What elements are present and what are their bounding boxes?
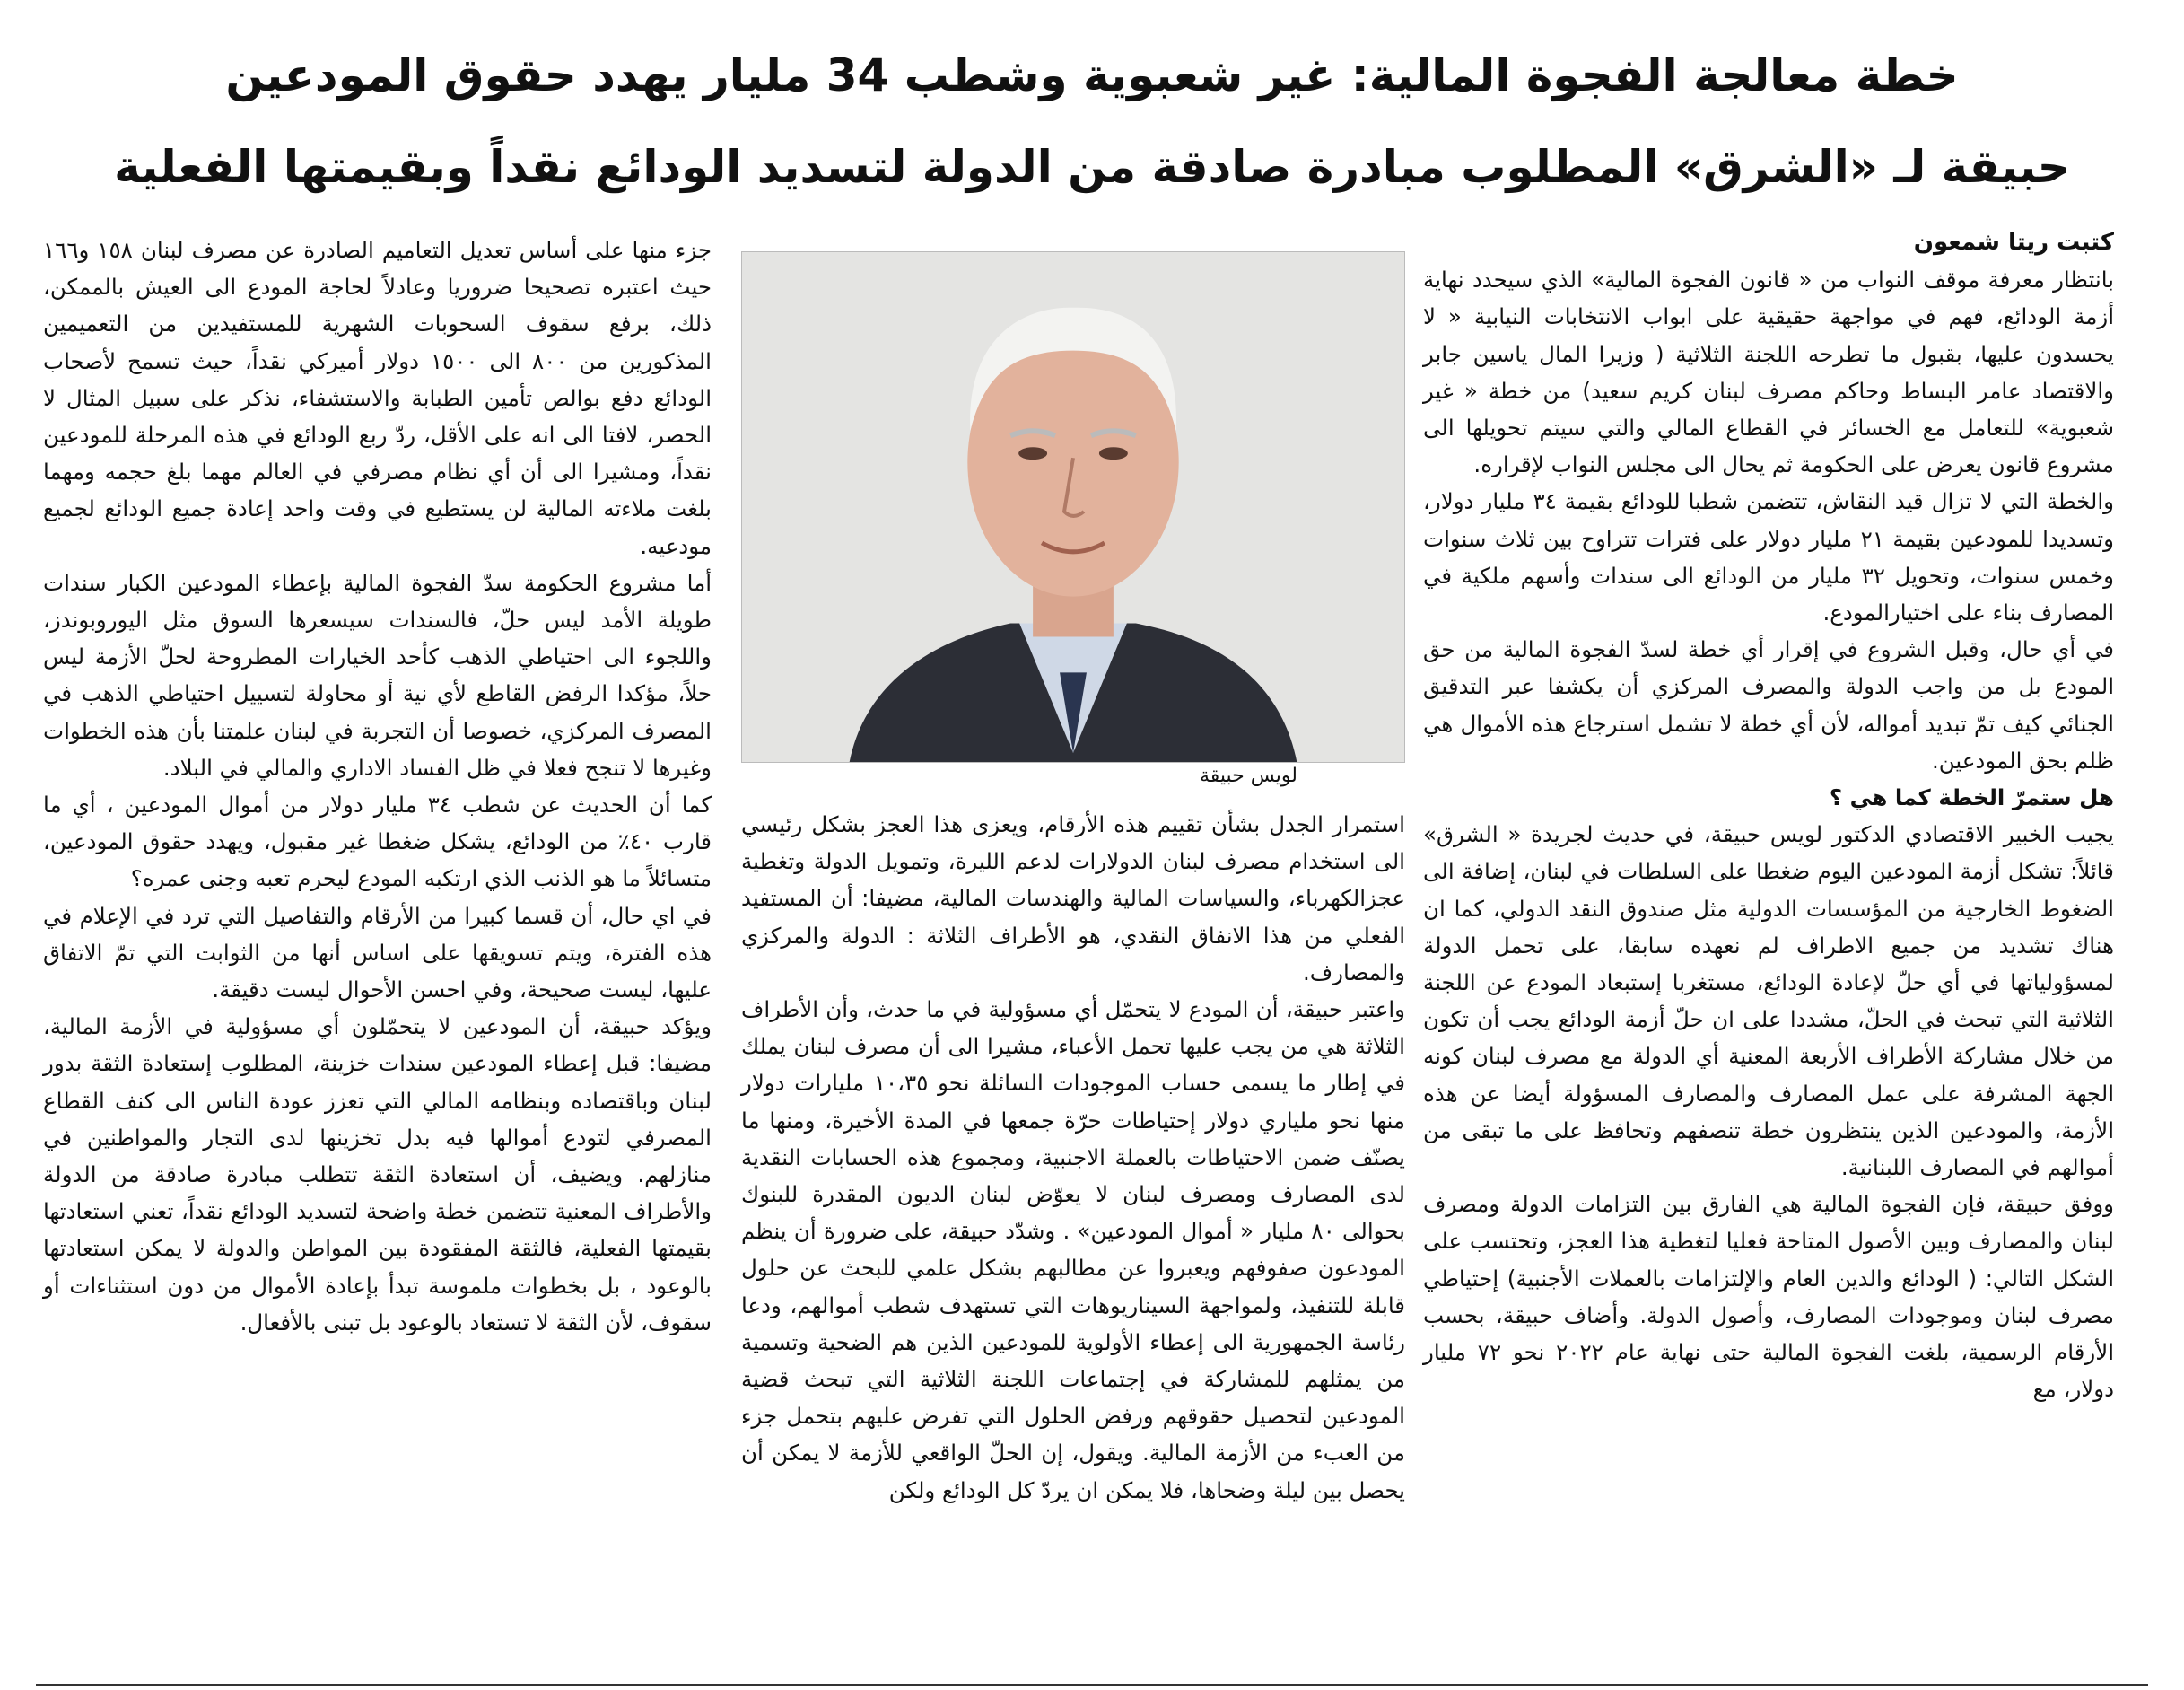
article-column-right (1423, 224, 2114, 1408)
paragraph: ووفق حبيقة، فإن الفجوة المالية هي الفارق بين التزامات الدولة ومصرف لبنان والمصارف وبين الأصول المتاحة فعليا لتغطية هذا العجز، وتحتسب على الشكل التالي: ( الودائع والدين العام والإلتزامات بالعملات الأجنبية) إحتياطي مصرف لبنان وموجودات المصارف، وأصول الدولة. وأضاف حبيقة، بحسب الأرقام الرسمية، بلغت الفجوة المالية حتى نهاية عام ٢٠٢٢ نحو ٧٢ مليار دولار، مع (1423, 1191, 2115, 1403)
paragraph: بانتظار معرفة موقف النواب من « قانون الفجوة المالية» الذي سيحدد نهاية أزمة الودائع، فهم في مواجهة حقيقية على ابواب الانتخابات النيابية « لا يحسدون عليها، بقبول ما تطرحه اللجنة الثلاثية ( وزيرا المال ياسين جابر والاقتصاد عامر البساط وحاكم مصرف لبنان كريم سعيد) من خطة « غير شعبوية» للتعامل مع الخسائر في القطاع المالي والتي سيتم تحويلها الى مشروع قانون يعرض على الحكومة ثم يحال الى مجلس النواب لإقراره. (1423, 267, 2114, 478)
portrait-photo (741, 251, 1405, 763)
paragraph: ويؤكد حبيقة، أن المودعين لا يتحمّلون أي مسؤولية في الأزمة المالية، مضيفا: قبل إعطاء المودعين سندات خزينة، المطلوب إستعادة الثقة بدور لبنان وباقتصاده وبنظامه المالي التي تعزز عودة الناس الى كنف القطاع المصرفي لتودع أموالها فيه بدل تخزينها لدى التجار والمواطنين في منازلهم. ويضيف، أن استعادة الثقة تتطلب مبادرة صادقة من الدولة والأطراف المعنية تتضمن خطة واضحة لتسديد الودائع نقداً، تعني استعادتها بقيمتها الفعلية، فالثقة المفقودة بين المواطن والدولة لا يمكن استعادتها بالوعود ، بل بخطوات ملموسة تبدأ بإعادة الأموال من دون استثناءات أو سقوف، لأن الثقة لا تستعاد بالوعود بل تبنى بالأفعال. (43, 1013, 712, 1335)
portrait-illustration (742, 252, 1404, 762)
article-column-middle (741, 806, 1405, 1509)
sub-headline: حبيقة لـ «الشرق» المطلوب مبادرة صادقة من الدولة لتسديد الودائع نقداً وبقيمتها الفعلية (114, 141, 2070, 193)
subheading: هل ستمرّ الخطة كما هي ؟ (1829, 784, 2114, 811)
paragraph: جزء منها على أساس تعديل التعاميم الصادرة عن مصرف لبنان ١٥٨ و١٦٦ حيث اعتبره تصحيحا ضروريا وعادلاً لحاجة المودع الى العيش بالممكن، ذلك، برفع سقوف السحوبات الشهرية للمستفيدين من التعميمين المذكورين من ٨٠٠ الى ١٥٠٠ دولار أميركي نقداً، حيث تسمح لأصحاب الودائع دفع بوالص تأمين الطبابة والاستشفاء، نذكر على سبيل المثال لا الحصر، لافتا الى انه على الأقل، ردّ ربع الودائع في هذه المرحلة للمودعين نقداً، ومشيرا الى أن أي نظام مصرفي في العالم مهما بلغ حجمه ومهما بلغت ملاءته المالية لن يستطيع في وقت واحد إعادة جميع الودائع لجميع مودعيه. (43, 237, 712, 559)
paragraph: والخطة التي لا تزال قيد النقاش، تتضمن شطبا للودائع بقيمة ٣٤ مليار دولار، وتسديدا للمودعين بقيمة ٢١ مليار دولار على فترات تتراوح بين ثلاث سنوات وخمس سنوات، وتحويل ٣٢ مليار من الودائع الى سندات وأسهم ملكية في المصارف بناء على اختيارالمودع. (1423, 488, 2114, 626)
paragraph: أما مشروع الحكومة سدّ الفجوة المالية بإعطاء المودعين الكبار سندات طويلة الأمد ليس حلّ، فالسندات سيسعرها السوق مثل اليوروبوندز، واللجوء الى احتياطي الذهب كأحد الخيارات المطروحة لحلّ الأزمة ليس حلاً، مؤكدا الرفض القاطع لأي نية أو محاولة لتسييل احتياطي الذهب في المصرف المركزي، خصوصا أن التجربة في لبنان علمتنا بأن هذه الخطوات وغيرها لا تنجح فعلا في ظل الفساد الاداري والمالي في البلاد. (43, 569, 712, 781)
byline: كتبت ريتا شمعون (1913, 229, 2114, 256)
paragraph: في اي حال، أن قسما كبيرا من الأرقام والتفاصيل التي ترد في الإعلام في هذه الفترة، ويتم تسويقها على اساس أنها من الثوابت التي تمّ الاتفاق عليها، ليست صحيحة، وفي احسن الأحوال ليست دقيقة. (43, 902, 712, 1003)
main-headline: خطة معالجة الفجوة المالية: غير شعبوية وشطب 34 مليار يهدد حقوق المودعين (225, 49, 1959, 101)
paragraph: في أي حال، وقبل الشروع في إقرار أي خطة لسدّ الفجوة المالية من حق المودع بل من واجب الدولة والمصرف المركزي أن يكشفا عبر التدقيق الجنائي كيف تمّ تبديد أمواله، لأن أي خطة لا تشمل استرجاع هذه الأموال هي ظلم بحق المودعين. (1423, 636, 2114, 774)
bottom-divider (36, 1684, 2148, 1686)
article-column-left (43, 232, 712, 1341)
paragraph: يجيب الخبير الاقتصادي الدكتور لويس حبيقة، في حديث لجريدة « الشرق» قائلاً: تشكل أزمة المودعين اليوم ضغطا على السلطات في لبنان، إضافة الى الضغوط الخارجية من المؤسسات الدولية مثل صندوق النقد الدولي، كما ان هناك تشديد من جميع الاطراف لم نعهده سابقا، على تحمل الدولة لمسؤولياتها في أي حلّ لإعادة الودائع، مستغربا إستبعاد المودع عن اللجنة الثلاثية التي تبحث في الحلّ، مشددا على ان حلّ أزمة الودائع يجب أن تكون من خلال مشاركة الأطراف الأربعة المعنية أي الدولة مع مصرف لبنان كونه الجهة المشرفة على عمل المصارف والمصارف المسؤولة أيضا عن هذه الأزمة، والمودعين الذين ينتظرون خطة تنصفهم وتحافظ على ما تبقى من أموالهم في المصارف اللبنانية. (1423, 821, 2114, 1181)
paragraph: كما أن الحديث عن شطب ٣٤ مليار دولار من أموال المودعين ، أي ما قارب ٤٠٪ من الودائع، يشكل ضغطا غير مقبول، ويهدد حقوق المودعين، متسائلاً ما هو الذنب الذي ارتكبه المودع ليحرم تعبه وجنى عمره؟ (43, 792, 712, 892)
photo-caption: لويس حبيقة (1199, 765, 1297, 787)
paragraph: استمرار الجدل بشأن تقييم هذه الأرقام، ويعزى هذا العجز بشكل رئيسي الى استخدام مصرف لبنان الدولارات لدعم الليرة، وتمويل الدولة وتغطية عجزالكهرباء، والسياسات المالية والهندسات المالية، مضيفا: أن المستفيد الفعلي من هذا الانفاق النقدي، هو الأطراف الثلاثة : الدولة والمركزي والمصارف. (741, 811, 1405, 985)
paragraph: واعتبر حبيقة، أن المودع لا يتحمّل أي مسؤولية في ما حدث، وأن الأطراف الثلاثة هي من يجب عليها تحمل الأعباء، مشيرا الى أن مصرف لبنان يملك في إطار ما يسمى حساب الموجودات السائلة نحو ١٠،٣٥ مليارات دولار منها نحو ملياري دولار إحتياطات حرّة جمعها في المدة الأخيرة، ومنها ما يصنّف ضمن الاحتياطات بالعملة الاجنبية، ومجموع هذه الحسابات النقدية لدى المصارف ومصرف لبنان لا يعوّض لبنان الديون المقدرة للبنوك بحوالى ٨٠ مليار « أموال المودعين» . وشدّد حبيقة، على ضرورة أن ينظم المودعون صفوفهم ويعبروا عن مطالبهم بشكل علمي للبحث عن حلول قابلة للتنفيذ، ولمواجهة السيناريوهات التي تستهدف شطب أموالهم، ودعا رئاسة الجمهورية الى إعطاء الأولوية للمودعين الذين هم الضحية وتسمية من يمثلهم للمشاركة في إجتماعات اللجنة الثلاثية التي تبحث قضية المودعين لتحصيل حقوقهم ورفض الحلول التي تفرض عليهم بتحمل جزء من العبء من الأزمة المالية. ويقول، إن الحلّ الواقعي للأزمة لا يمكن أن يحصل بين ليلة وضحاها، فلا يمكن ان يردّ كل الودائع ولكن (741, 996, 1406, 1503)
